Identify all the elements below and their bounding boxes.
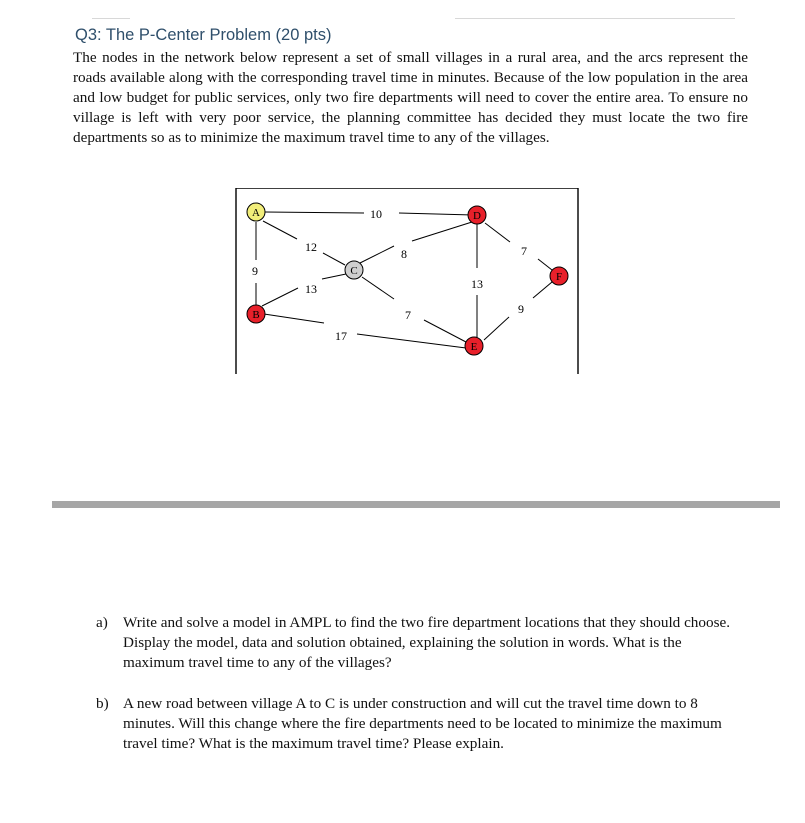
question-b-text: A new road between village A to C is under construction and will cut the travel time down to 8 minutes. Will this change where the fire departments need to be located to minimize the maximum travel time? What is the maximum travel time? Please explain.	[123, 695, 722, 752]
edge-b-c	[262, 288, 298, 306]
node-f-label: F	[555, 271, 563, 283]
node-a	[247, 203, 265, 221]
weight-d-e: 13	[471, 277, 483, 291]
node-b	[247, 305, 265, 323]
edge-c-d	[360, 246, 394, 263]
edge-d-f	[485, 223, 510, 242]
edge-e-f-2	[533, 282, 552, 298]
weight-a-c: 12	[305, 240, 317, 254]
question-a	[96, 613, 736, 673]
edge-c-e-2	[424, 320, 466, 342]
node-f	[550, 267, 568, 285]
node-a-label: A	[252, 207, 260, 219]
node-b-label: B	[252, 309, 260, 321]
weight-a-d: 10	[370, 207, 382, 221]
weight-e-f: 9	[518, 302, 524, 316]
question-b-marker: b)	[96, 695, 109, 712]
network-diagram	[234, 188, 584, 383]
weight-d-f: 7	[521, 244, 527, 258]
edge-c-e	[362, 277, 394, 299]
weight-c-e: 7	[405, 308, 411, 322]
edge-a-c	[263, 221, 297, 239]
top-rule-right	[455, 18, 735, 19]
question-b	[96, 694, 736, 754]
question-heading: Q3: The P-Center Problem (20 pts)	[75, 26, 332, 44]
weight-a-b: 9	[252, 264, 258, 278]
node-c-label: C	[350, 265, 358, 277]
node-e	[465, 337, 483, 355]
node-d	[468, 206, 486, 224]
edge-b-e	[264, 314, 324, 323]
problem-intro: The nodes in the network below represent a set of small villages in a rural area, and the arcs represent the roads available along with the corresponding travel time in minutes. Because of the low population in the area and low budget for public services, only two fire departments will need to cover the entire area. To ensure no village is left with very poor service, the planning committee has decided they must locate the two fire departments so as to minimize the maximum travel time to any of the villages.	[73, 49, 748, 146]
weight-b-e: 17	[335, 329, 347, 343]
question-a-marker: a)	[96, 614, 108, 631]
question-list	[96, 613, 736, 775]
weight-c-d: 8	[401, 247, 407, 261]
edge-e-f	[484, 317, 509, 340]
edge-b-c-2	[322, 274, 346, 279]
node-e-label: E	[470, 341, 478, 353]
edge-d-f-2	[538, 259, 552, 270]
edge-b-e-2	[357, 334, 466, 348]
edge-c-d-2	[412, 222, 472, 241]
node-c	[345, 261, 363, 279]
edge-a-d-2	[399, 213, 473, 215]
edge-a-c-2	[323, 253, 345, 265]
network-svg	[234, 188, 584, 378]
weight-b-c: 13	[305, 282, 317, 296]
section-divider	[52, 501, 780, 508]
question-a-text: Write and solve a model in AMPL to find the two fire department locations that they should choose. Display the model, data and solution obtained, explaining the solution in words. What is the maximum travel time to any of the villages?	[123, 614, 731, 671]
edge-a-d	[265, 212, 364, 213]
node-d-label: D	[473, 210, 481, 222]
top-rule-left	[92, 18, 130, 19]
